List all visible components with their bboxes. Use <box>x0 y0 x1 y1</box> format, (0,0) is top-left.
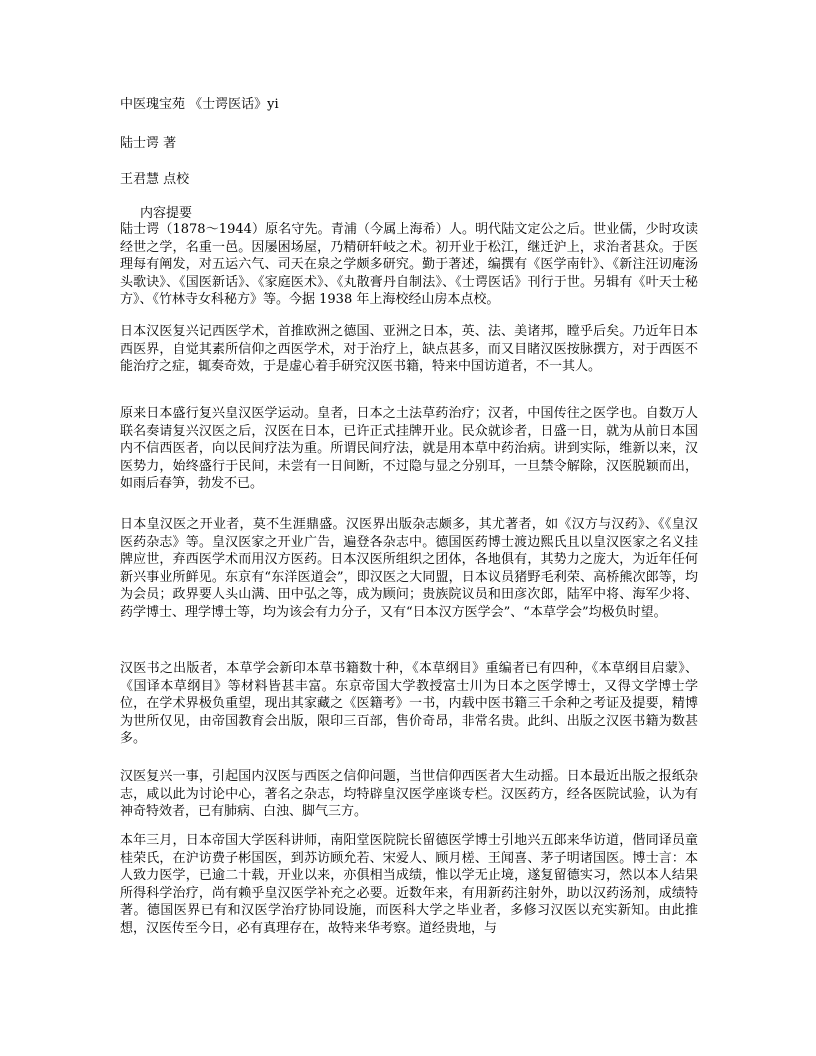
paragraph: 汉医复兴一事，引起国内汉医与西医之信仰问题，当世信仰西医者大生动摇。日本最近出版之报纸杂志，咸以此为讨论中心，著名之杂志，均特辟皇汉医学座谈专栏。汉医药方，经各医院试验，认为有神奇特效者，已有肺病、白浊、脚气三方。 <box>120 769 698 820</box>
paragraph-intro: 陆士谔（1878～1944）原名守先。青浦（今属上海希）人。明代陆文定公之后。世业儒，少时攻读经世之学，名重一邑。因屡困场屋，乃精研轩岐之术。初开业于松江，继迁沪上，求治者甚众。于医理每有阐发，对五运六气、司天在泉之学颇多研究。勤于著述，编撰有《医学南针》、《新注汪讱庵汤头歌诀》、《国医新话》、《家庭医术》、《丸散膏丹自制法》、《士谔医话》刊行于世。另辑有《叶天士秘方》、《竹林寺女科秘方》等。今据 1938 年上海校经山房本点校。 <box>120 222 698 308</box>
document-title: 中医瑰宝苑 《士谔医话》yi <box>120 97 279 112</box>
author-line: 陆士谔 著 <box>120 136 177 151</box>
paragraph: 本年三月，日本帝国大学医科讲师，南阳堂医院院长留德医学博士引地兴五郎来华访道，偕同译员童桂荣氏，在沪访费子彬国医，到苏访顾允若、宋爱人、顾月槎、王闻喜、茅子明诸国医。博士言：本人致力医学，已逾二十载，开业以来，亦俱相当成绩，惟以学无止境，遂复留德实习，然以本人结果所得科学治疗，尚有赖乎皇汉医学补充之必要。近数年来，有用新药注射外，助以汉药汤剂，成绩特著。德国医界已有和汉医学治疗协同设施，而医科大学之毕业者，多修习汉医以充实新知。由此推想，汉医传至今日，必有真理存在，故特来华考察。道经贵地，与 <box>120 833 698 936</box>
paragraph: 汉医书之出版者，本草学会新印本草书籍数十种，《本草纲目》重编者已有四种，《本草纲目启蒙》、《国译本草纲目》等材料皆甚丰富。东京帝国大学教授富士川为日本之医学博士，又得文学博士学位，在学术界极负重望，现出其家藏之《医籍考》一书，内载中医书籍三千余种之考证及提要，精博为世所仅见，由帝国教育会出版，限印三百部，售价奇昂，非常名贵。此纠、出版之汉医书籍为数甚多。 <box>120 661 698 747</box>
paragraph: 日本皇汉医之开业者，莫不生涯鼎盛。汉医界出版杂志颇多，其尤著者，如《汉方与汉药》、《《皇汉医药杂志》等。皇汉医家之开业广告，遍登各杂志中。德国医药博士渡边熙氏且以皇汉医家之名义挂牌应世，弃西医学术而用汉方医药。日本汉医所组织之团体，各地俱有，其势力之庞大，为近年任何新兴事业所鲜见。东京有“东洋医道会”，即汉医之大同盟，日本议员猪野毛利荣、高桥熊次郎等，均为会员；政界要人头山满、田中弘之等，成为顾问；贵族院议员和田彦次郎，陆军中将、海军少将、药学博士、理学博士等，均为该会有力分子，又有“日本汉方医学会”、“本草学会”均极负时望。 <box>120 517 698 620</box>
editor-line: 王君慧 点校 <box>120 172 190 187</box>
section-heading: 内容提要 <box>140 206 193 221</box>
paragraph: 原来日本盛行复兴皇汉医学运动。皇者，日本之土法草药治疗；汉者，中国传往之医学也。自数万人联名奏请复兴汉医之后，汉医在日本，已许正式挂牌开业。民众就诊者，日盛一日，就为从前日本国内不信西医者，向以民间疗法为重。所谓民间疗法，就是用本草中药治病。讲到实际，维新以来，汉医势力，始终盛行于民间，未尝有一日间断，不过隐与显之分别耳，一旦禁令解除，汉医脱颖而出，如雨后春笋，勃发不已。 <box>120 406 698 492</box>
paragraph: 日本汉医复兴记西医学术，首推欧洲之德国、亚洲之日本，英、法、美诸邦，瞠乎后矣。乃近年日本西医界，自觉其素所信仰之西医学术，对于治疗上，缺点甚多，而又目睹汉医按脉撰方，对于西医不能治疗之症，辄奏奇效，于是虚心着手研究汉医书籍，特来中国访道者，不一其人。 <box>120 324 698 375</box>
